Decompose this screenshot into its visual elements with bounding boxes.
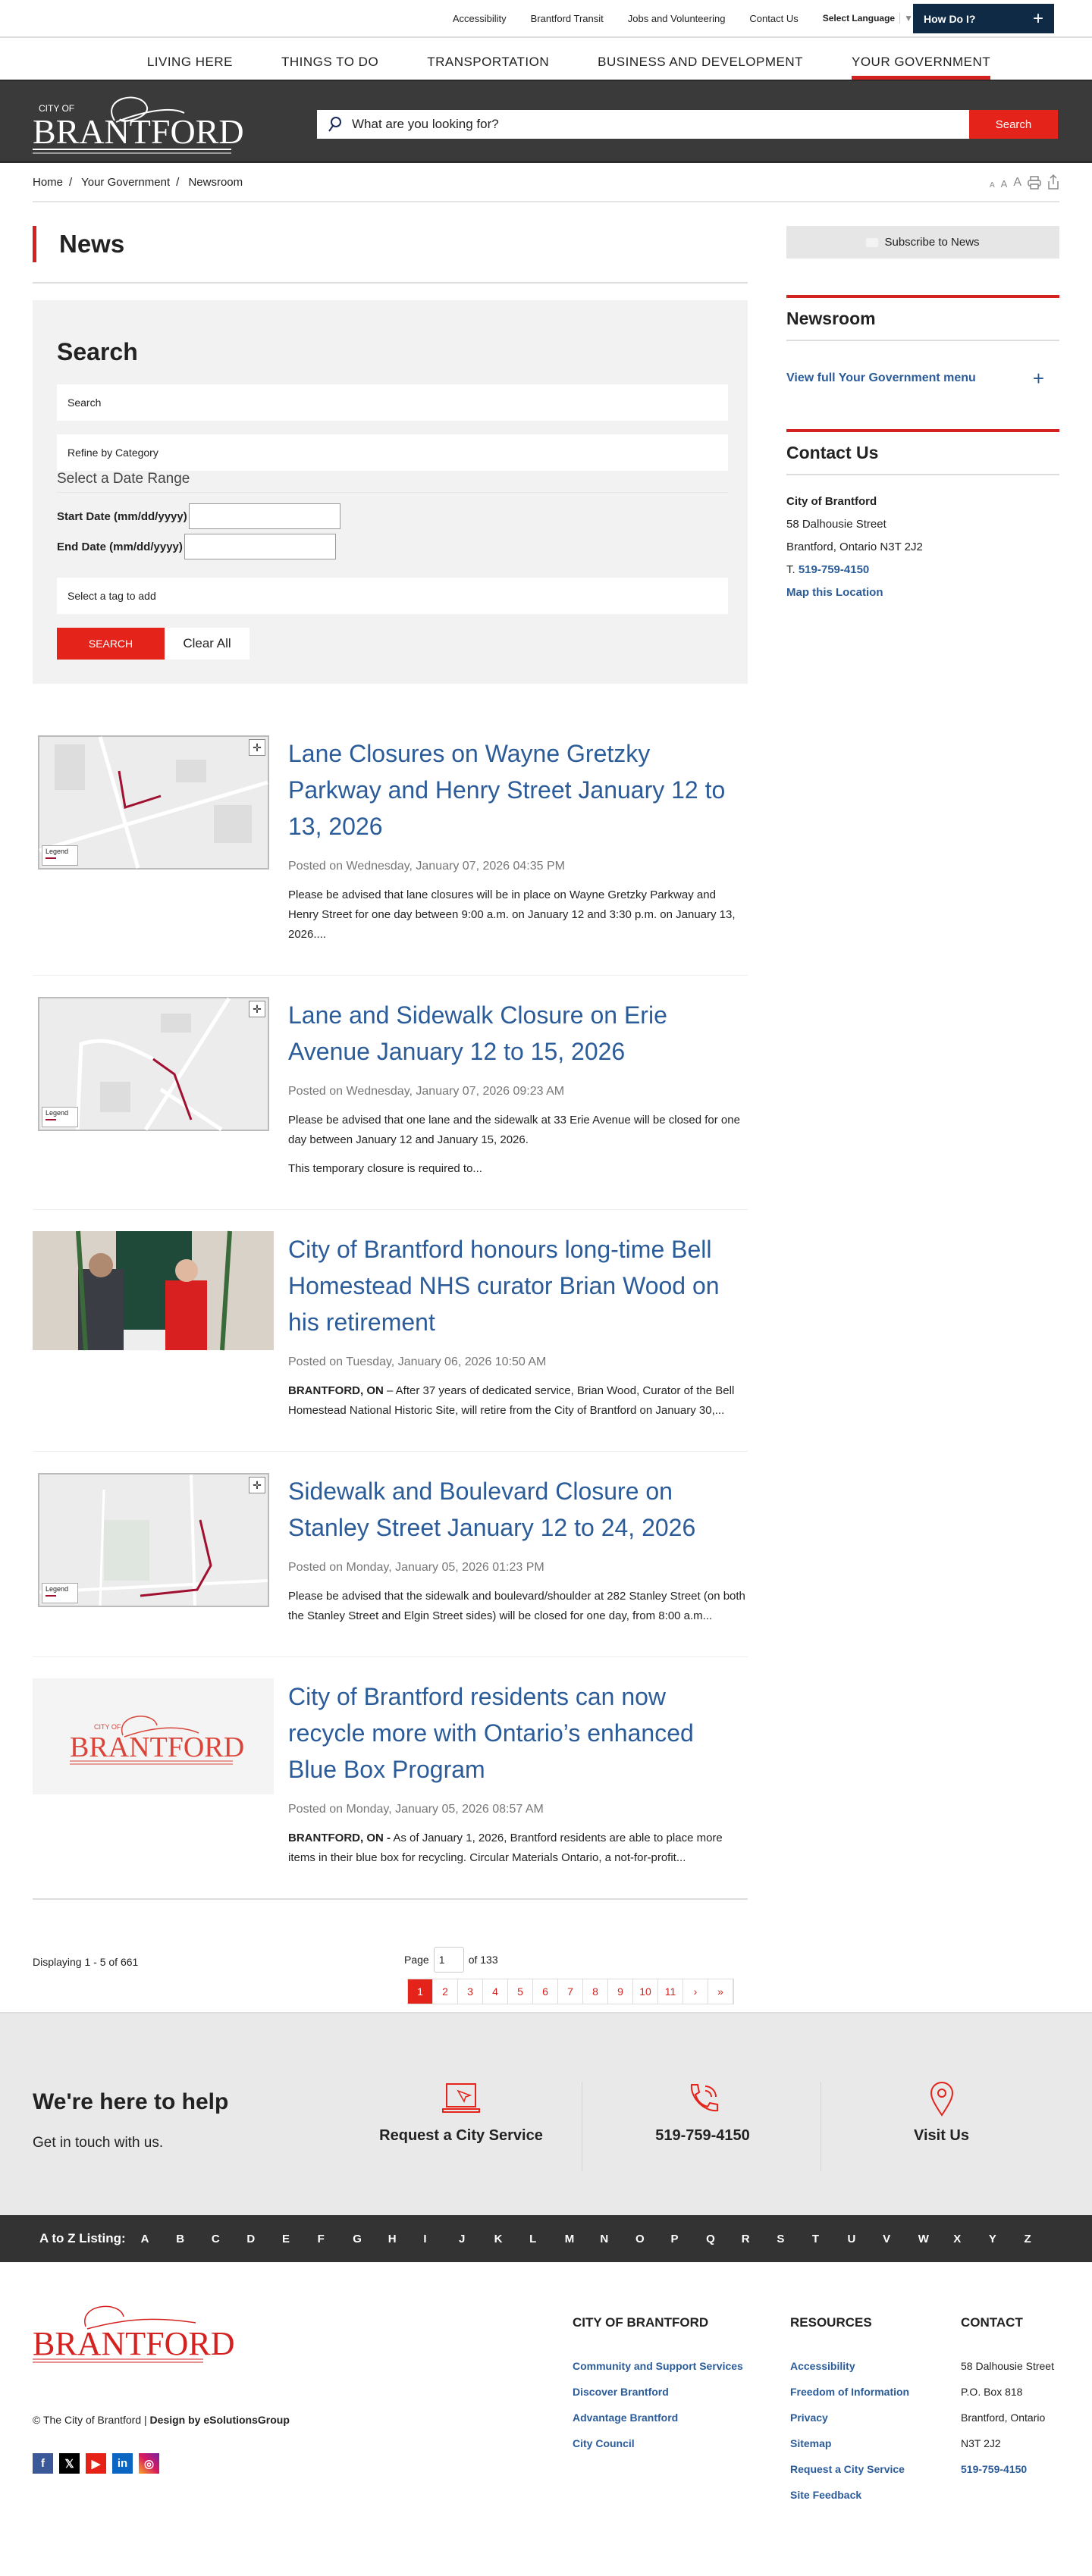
keyword-search-input[interactable]: Search <box>57 384 728 421</box>
az-letter-link[interactable]: S <box>777 2232 785 2245</box>
page-link[interactable]: 6 <box>533 1979 558 2004</box>
clear-all-button[interactable]: Clear All <box>165 628 249 660</box>
page-link[interactable]: 2 <box>433 1979 458 2004</box>
youtube-icon[interactable]: ▶ <box>86 2453 106 2474</box>
az-letter-link[interactable]: H <box>388 2232 397 2245</box>
footer-logo[interactable] <box>33 2300 235 2368</box>
news-item <box>33 976 748 1210</box>
nav-transportation[interactable]: TRANSPORTATION <box>427 55 550 69</box>
util-link-jobs[interactable]: Jobs and Volunteering <box>627 13 726 24</box>
svg-text:BRANTFORD: BRANTFORD <box>33 2325 235 2362</box>
news-summary: Please be advised that lane closures will be in place on Wayne Gretzky Parkway and Henry Street for one day between 9:00 a.m. on January 12 and 3:30 p.m. on January 13, 2026.... <box>288 888 736 941</box>
a-to-z-listing <box>0 2215 1092 2262</box>
brantford-logo[interactable] <box>33 90 244 155</box>
page-link[interactable]: 11 <box>658 1979 683 2004</box>
facebook-icon[interactable]: f <box>33 2453 53 2474</box>
nav-your-government[interactable]: YOUR GOVERNMENT <box>827 38 1015 80</box>
contact-name: City of Brantford <box>786 495 877 508</box>
map-pin-icon <box>929 2082 955 2117</box>
az-letter-link[interactable]: G <box>353 2232 362 2245</box>
pagination <box>33 1898 748 2012</box>
help-title: We're here to help <box>33 2089 229 2114</box>
news-title-link[interactable]: Sidewalk and Boulevard Closure on Stanley Street January 12 to 24, 2026 <box>288 1478 696 1541</box>
breadcrumb-bar <box>33 163 1059 202</box>
footer-link[interactable]: Accessibility <box>790 2360 855 2372</box>
footer-col-title: CONTACT <box>961 2315 1023 2330</box>
footer-link[interactable]: Site Feedback <box>790 2489 862 2501</box>
az-letter-link[interactable]: L <box>529 2232 537 2245</box>
footer-link[interactable]: Privacy <box>790 2411 828 2424</box>
news-photo[interactable] <box>33 1231 274 1350</box>
nav-living-here[interactable]: LIVING HERE <box>146 55 234 69</box>
search-placeholder: What are you looking for? <box>352 117 499 131</box>
util-link-transit[interactable]: Brantford Transit <box>530 13 604 24</box>
a-to-z-label: A to Z Listing: <box>39 2231 126 2245</box>
page-label: Page <box>404 1954 429 1966</box>
az-letter-link[interactable]: V <box>883 2232 891 2245</box>
map-compass-icon: ✛ <box>249 1001 265 1017</box>
newsroom-heading: Newsroom <box>786 295 1059 341</box>
footer-address-line: Brantford, Ontario <box>961 2411 1046 2424</box>
svg-text:BRANTFORD: BRANTFORD <box>33 112 244 151</box>
page-tools <box>990 174 1059 190</box>
view-menu-label: View full Your Government menu <box>786 371 976 384</box>
az-letter-link[interactable]: B <box>176 2232 185 2245</box>
sidebar <box>786 226 1059 2012</box>
news-item <box>33 1210 748 1452</box>
page-link[interactable]: 4 <box>483 1979 508 2004</box>
share-icon[interactable] <box>1047 174 1059 190</box>
page-link[interactable]: › <box>683 1979 708 2004</box>
help-section <box>0 2012 1092 2215</box>
x-icon[interactable]: 𝕏 <box>59 2453 80 2474</box>
language-label: Select Language <box>822 13 896 24</box>
footer-link[interactable]: Advantage Brantford <box>573 2411 679 2424</box>
page-link[interactable]: 9 <box>608 1979 633 2004</box>
map-compass-icon: ✛ <box>249 739 265 756</box>
page-link[interactable]: 3 <box>458 1979 483 2004</box>
util-link-contact[interactable]: Contact Us <box>749 13 799 24</box>
news-map-image[interactable] <box>38 1473 269 1607</box>
social-links <box>33 2453 159 2474</box>
news-title-link[interactable]: Lane and Sidewalk Closure on Erie Avenue January 12 to 15, 2026 <box>288 1001 667 1065</box>
az-letter-link[interactable]: N <box>600 2232 609 2245</box>
news-title-link[interactable]: City of Brantford honours long-time Bell Homestead NHS curator Brian Wood on his retirement <box>288 1236 720 1336</box>
az-letter-link[interactable]: J <box>458 2232 466 2245</box>
plus-icon: + <box>1032 8 1043 29</box>
font-size-small[interactable]: A <box>989 181 995 190</box>
footer-link[interactable]: Request a City Service <box>790 2463 905 2475</box>
start-date-label: Start Date (mm/dd/yyyy) <box>57 509 187 523</box>
site-search-input[interactable] <box>317 110 969 139</box>
search-button[interactable]: SEARCH <box>57 628 165 660</box>
map-legend: Legend <box>42 845 78 866</box>
news-summary: BRANTFORD, ON – After 37 years of dedicated service, Brian Wood, Curator of the Bell Homestead National Historic Site, will retire from the City of Brantford on January 30,... <box>288 1384 735 1417</box>
end-date-input[interactable] <box>184 534 336 559</box>
main-content <box>33 226 748 2012</box>
category-select[interactable]: Refine by Category <box>57 434 728 471</box>
news-title-link[interactable]: City of Brantford residents can now recycle more with Ontario’s enhanced Blue Box Program <box>288 1683 694 1783</box>
page-link[interactable]: 1 <box>408 1979 433 2004</box>
how-do-i-label: How Do I? <box>924 12 976 25</box>
end-date-label: End Date (mm/dd/yyyy) <box>57 540 183 553</box>
linkedin-icon[interactable]: in <box>112 2453 133 2474</box>
search-icon <box>328 116 341 133</box>
plus-icon: + <box>1032 367 1044 390</box>
language-select[interactable] <box>823 13 913 24</box>
news-map-image[interactable] <box>38 997 269 1131</box>
nav-business[interactable]: BUSINESS AND DEVELOPMENT <box>598 55 803 69</box>
footer-link[interactable]: Community and Support Services <box>573 2360 743 2372</box>
footer-address-line: 58 Dalhousie Street <box>961 2360 1054 2372</box>
footer-link[interactable]: Freedom of Information <box>790 2386 910 2398</box>
site-header <box>0 80 1092 163</box>
nav-things-to-do[interactable]: THINGS TO DO <box>281 55 379 69</box>
az-letter-link[interactable]: Q <box>706 2232 715 2245</box>
az-letter-link[interactable]: Z <box>1024 2232 1031 2245</box>
contact-city: Brantford, Ontario N3T 2J2 <box>786 541 923 553</box>
utility-bar <box>0 0 1092 38</box>
page-link[interactable]: 7 <box>558 1979 583 2004</box>
breadcrumb-your-government[interactable]: Your Government <box>81 175 171 189</box>
az-letter-link[interactable]: W <box>918 2232 929 2245</box>
svg-text:CITY OF: CITY OF <box>39 103 75 114</box>
phone-icon <box>686 2082 720 2117</box>
site-search <box>317 110 1058 139</box>
az-letter-link[interactable]: O <box>635 2232 645 2245</box>
how-do-i-button[interactable] <box>913 4 1054 33</box>
news-posted-date: Posted on Tuesday, January 06, 2026 10:50 AM <box>288 1355 547 1368</box>
az-letter-link[interactable]: P <box>670 2232 679 2245</box>
contact-info: City of Brantford 58 Dalhousie Street Brantford, Ontario N3T 2J2 T. 519-759-4150 Map this Location <box>786 490 1059 604</box>
footer-col-title: RESOURCES <box>790 2315 872 2330</box>
font-size-medium[interactable]: A <box>1000 178 1008 190</box>
view-full-menu-toggle[interactable] <box>786 367 1059 390</box>
request-service-link[interactable]: Request a City Service <box>340 2082 582 2171</box>
contact-heading: Contact Us <box>786 429 1059 475</box>
footer-col-contact <box>961 2315 1054 2482</box>
tag-select[interactable]: Select a tag to add <box>57 578 728 614</box>
news-logo-image[interactable] <box>33 1678 274 1794</box>
email-icon <box>866 238 878 247</box>
az-letter-link[interactable]: Y <box>988 2232 996 2245</box>
footer-col-title: CITY OF BRANTFORD <box>573 2315 709 2330</box>
contact-street: 58 Dalhousie Street <box>786 518 886 531</box>
page-link[interactable]: 5 <box>508 1979 533 2004</box>
svg-text:CITY OF: CITY OF <box>94 1722 121 1731</box>
footer-link[interactable]: Sitemap <box>790 2437 832 2449</box>
page-title: News <box>33 226 748 262</box>
page-links <box>407 1979 734 2004</box>
site-search-button[interactable]: Search <box>969 110 1058 139</box>
footer <box>0 2262 1092 2541</box>
svg-text:BRANTFORD: BRANTFORD <box>70 1731 245 1763</box>
news-posted-date: Posted on Monday, January 05, 2026 08:57 AM <box>288 1803 544 1816</box>
az-letter-link[interactable]: I <box>423 2232 427 2245</box>
map-compass-icon: ✛ <box>249 1477 265 1493</box>
visit-us-link[interactable]: Visit Us <box>821 2082 1062 2171</box>
az-letter-link[interactable]: X <box>953 2232 962 2245</box>
results-count: Displaying 1 - 5 of 661 <box>33 1956 139 1968</box>
copyright: © The City of Brantford | Design by eSolutionsGroup <box>33 2414 290 2426</box>
news-search-panel <box>33 300 748 684</box>
page-total: of 133 <box>468 1954 498 1966</box>
news-posted-date: Posted on Wednesday, January 07, 2026 09:23 AM <box>288 1085 565 1098</box>
az-letter-link[interactable]: A <box>140 2232 149 2245</box>
footer-col-city <box>573 2315 743 2456</box>
page-link[interactable]: 10 <box>633 1979 658 2004</box>
news-title-link[interactable]: Lane Closures on Wayne Gretzky Parkway and Henry Street January 12 to 13, 2026 <box>288 740 726 840</box>
footer-link[interactable]: City Council <box>573 2437 635 2449</box>
footer-link[interactable]: Discover Brantford <box>573 2386 669 2398</box>
instagram-icon[interactable]: ◎ <box>139 2453 159 2474</box>
az-letter-link[interactable]: E <box>282 2232 290 2245</box>
breadcrumb-newsroom[interactable]: Newsroom <box>188 175 243 189</box>
news-item <box>33 1657 748 1898</box>
az-letter-link[interactable]: F <box>317 2232 325 2245</box>
subscribe-label: Subscribe to News <box>884 236 980 249</box>
breadcrumb: Home / Your Government / Newsroom <box>33 175 243 189</box>
phone-link[interactable]: 519-759-4150 <box>582 2082 823 2171</box>
news-summary: Please be advised that one lane and the sidewalk at 33 Erie Avenue will be closed for one day between January 12 and January 15, 2026. This temporary closure is required to... <box>288 1114 740 1175</box>
page-link[interactable]: 8 <box>583 1979 608 2004</box>
az-letter-link[interactable]: C <box>211 2232 220 2245</box>
search-panel-title: Search <box>57 338 138 365</box>
design-credit-link[interactable]: Design by eSolutionsGroup <box>149 2414 290 2426</box>
az-letter-link[interactable]: T <box>811 2232 820 2245</box>
footer-address-line: P.O. Box 818 <box>961 2386 1023 2398</box>
page-number-input[interactable]: 1 <box>434 1947 464 1973</box>
footer-col-resources <box>790 2315 909 2508</box>
subscribe-button[interactable] <box>786 226 1059 259</box>
print-icon[interactable] <box>1028 176 1041 190</box>
footer-phone-link[interactable]: 519-759-4150 <box>961 2463 1028 2475</box>
map-location-link[interactable]: Map this Location <box>786 586 883 599</box>
news-item <box>33 714 748 976</box>
az-letter-link[interactable]: U <box>847 2232 856 2245</box>
start-date-input[interactable] <box>189 503 340 529</box>
news-summary: Please be advised that the sidewalk and boulevard/shoulder at 282 Stanley Street (on both the Stanley Street and Elgin Street sides) will be closed for one day, from 8:00 a.m... <box>288 1590 745 1622</box>
az-letter-link[interactable]: D <box>246 2232 256 2245</box>
util-link-accessibility[interactable]: Accessibility <box>452 13 507 24</box>
breadcrumb-home[interactable]: Home <box>33 175 64 189</box>
laptop-icon <box>441 2082 481 2117</box>
news-map-image[interactable] <box>38 735 269 870</box>
date-range-label: Select a Date Range <box>57 471 728 493</box>
page-link[interactable]: » <box>708 1979 733 2004</box>
contact-phone-link[interactable]: 519-759-4150 <box>798 563 870 576</box>
news-posted-date: Posted on Monday, January 05, 2026 01:23 PM <box>288 1561 544 1574</box>
footer-address-line: N3T 2J2 <box>961 2437 1001 2449</box>
news-item <box>33 1452 748 1657</box>
help-subtitle: Get in touch with us. <box>33 2135 164 2151</box>
map-legend: Legend <box>42 1583 78 1603</box>
chevron-down-icon: ▼ <box>899 13 913 24</box>
news-summary: BRANTFORD, ON - As of January 1, 2026, Brantford residents are able to place more items in their blue box for recycling. Circular Materials Ontario, a not-for-profit... <box>288 1832 723 1864</box>
az-letter-link[interactable]: K <box>494 2232 503 2245</box>
az-letter-link[interactable]: M <box>564 2232 575 2245</box>
main-nav <box>0 38 1092 80</box>
news-posted-date: Posted on Wednesday, January 07, 2026 04:35 PM <box>288 860 565 873</box>
az-letter-link[interactable]: R <box>741 2232 750 2245</box>
map-legend: Legend <box>42 1107 78 1127</box>
font-size-large[interactable]: A <box>1013 176 1021 189</box>
